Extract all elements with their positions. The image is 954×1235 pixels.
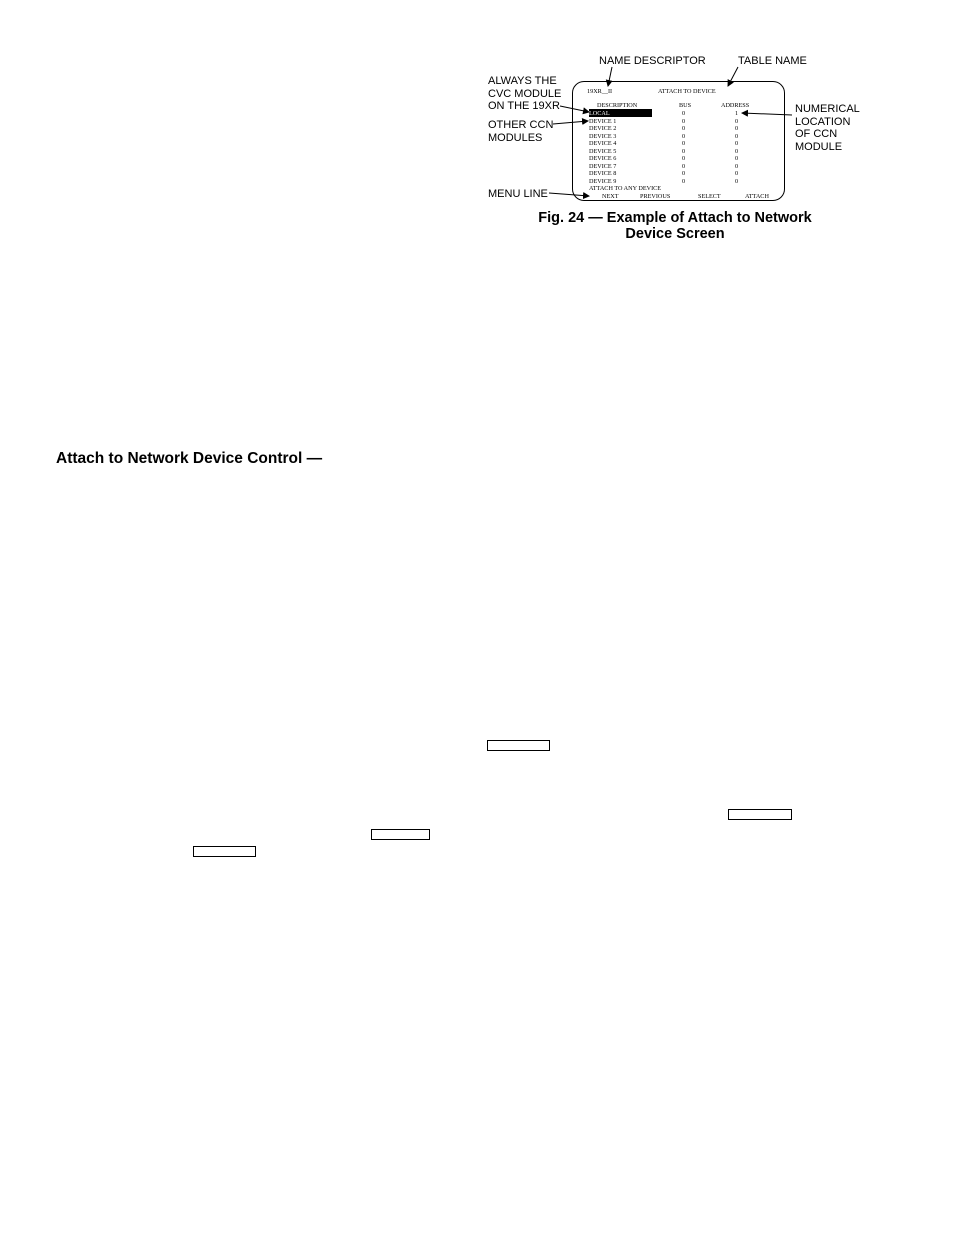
row-bus: 0 (682, 117, 686, 125)
row-description: LOCAL (589, 110, 610, 117)
softkey-box (728, 809, 792, 820)
callout-menu-line: MENU LINE (488, 188, 548, 200)
row-address: 0 (735, 132, 739, 140)
softkey-box (193, 846, 256, 857)
callout-table-name: TABLE NAME (738, 55, 807, 67)
row-bus: 0 (682, 162, 686, 170)
softkey-attach[interactable]: ATTACH (745, 193, 769, 200)
arrow-table-name (728, 67, 738, 86)
softkey-previous[interactable]: PREVIOUS (640, 193, 671, 200)
callout-always-cvc: ALWAYS THE CVC MODULE ON THE 19XR (488, 75, 562, 112)
row-address: 0 (735, 155, 739, 162)
row-bus: 0 (682, 155, 686, 162)
arrow-numerical-location (742, 113, 792, 115)
row-address: 0 (735, 170, 739, 177)
row-description: DEVICE 5 (589, 147, 617, 155)
arrow-name-descriptor (608, 67, 612, 86)
row-description: DEVICE 4 (589, 140, 617, 147)
attach-any-device[interactable]: ATTACH TO ANY DEVICE (589, 185, 662, 192)
softkey-next[interactable]: NEXT (602, 193, 619, 200)
callout-numerical-location: NUMERICAL LOCATION OF CCN MODULE (795, 103, 860, 153)
section-heading: Attach to Network Device Control — (56, 450, 323, 467)
screen-table-name: ATTACH TO DEVICE (658, 88, 716, 95)
row-bus: 0 (682, 110, 686, 117)
header-address: ADDRESS (721, 102, 750, 109)
arrow-always-cvc (560, 106, 589, 112)
row-description: DEVICE 8 (589, 170, 617, 177)
header-description: DESCRIPTION (597, 102, 638, 109)
figure-caption: Fig. 24 — Example of Attach to Network Device Screen (538, 210, 812, 242)
row-description: DEVICE 3 (589, 132, 617, 140)
row-description: DEVICE 9 (589, 177, 617, 185)
row-description: DEVICE 6 (589, 155, 617, 162)
row-address: 0 (735, 125, 739, 132)
screen-name: 19XR__II (587, 88, 613, 95)
softkey-box (487, 740, 550, 751)
row-description: DEVICE 2 (589, 125, 617, 132)
row-bus: 0 (682, 132, 686, 140)
arrow-other-ccn (553, 121, 588, 124)
row-description: DEVICE 1 (589, 117, 617, 125)
row-address: 1 (735, 110, 739, 117)
row-address: 0 (735, 162, 739, 170)
softkey-select[interactable]: SELECT (698, 193, 721, 200)
row-bus: 0 (682, 147, 686, 155)
row-address: 0 (735, 177, 739, 185)
callout-name-descriptor: NAME DESCRIPTOR (599, 55, 706, 67)
row-address: 0 (735, 147, 739, 155)
row-bus: 0 (682, 140, 686, 147)
row-bus: 0 (682, 177, 686, 185)
callout-other-ccn: OTHER CCN MODULES (488, 119, 554, 144)
softkey-box (371, 829, 430, 840)
row-address: 0 (735, 140, 739, 147)
header-bus: BUS (679, 102, 692, 109)
row-bus: 0 (682, 125, 686, 132)
arrow-menu-line (549, 193, 589, 196)
row-description: DEVICE 7 (589, 162, 617, 170)
row-bus: 0 (682, 170, 686, 177)
row-address: 0 (735, 117, 739, 125)
